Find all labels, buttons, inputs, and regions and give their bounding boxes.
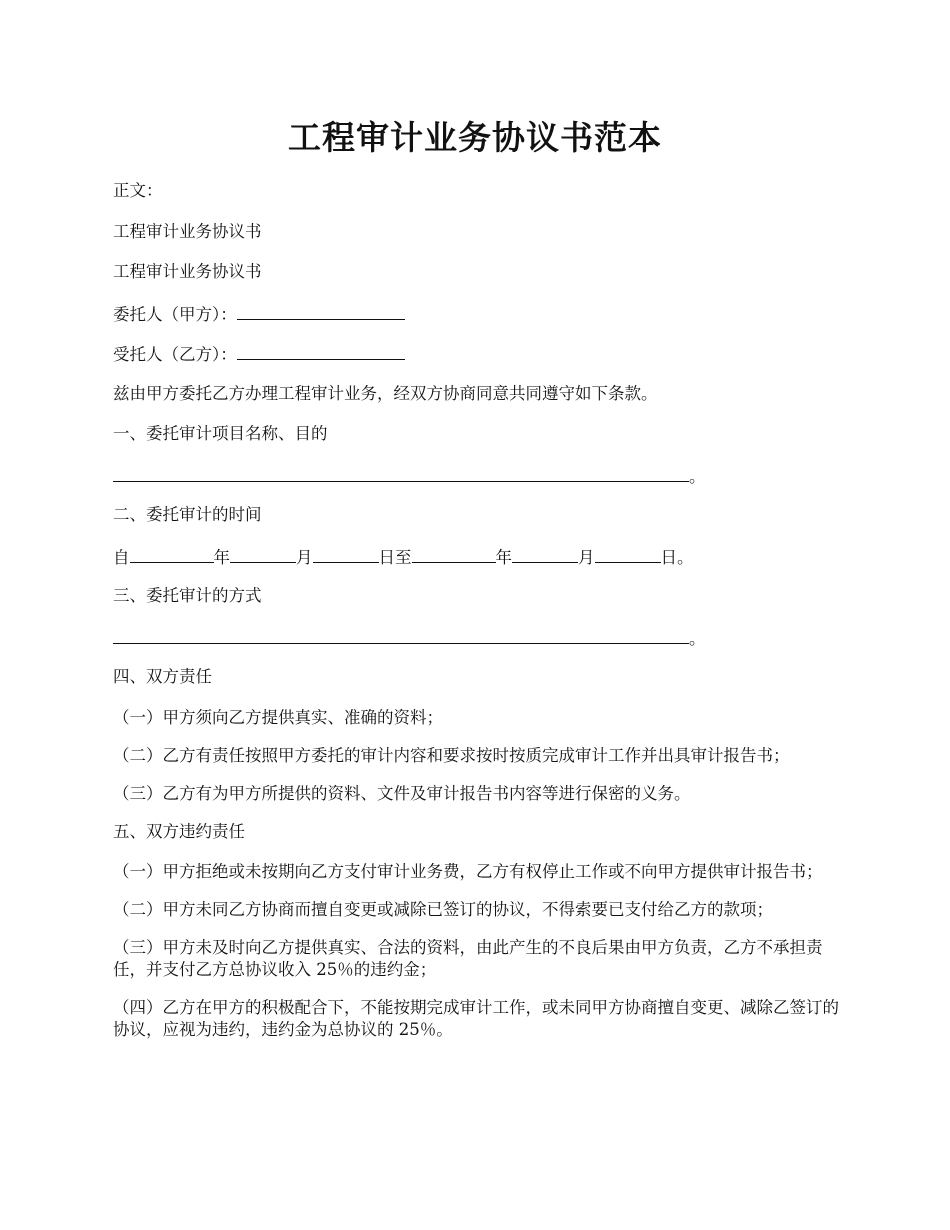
date-range-line: [113, 545, 843, 567]
section-4-heading: 四、双方责任: [113, 667, 212, 686]
section-5-heading: 五、双方违约责任: [113, 821, 245, 841]
date-month-label-2: 月: [578, 547, 595, 567]
intro-paragraph: 兹由甲方委托乙方办理工程审计业务，经双方协商同意共同遵守如下条款。: [113, 383, 658, 403]
to-day-blank[interactable]: [595, 545, 661, 563]
party-b-blank[interactable]: [237, 342, 405, 360]
project-name-blank[interactable]: [113, 464, 689, 482]
section-1-heading: 一、委托审计项目名称、目的: [113, 424, 328, 443]
section-1-period: 。: [689, 466, 706, 486]
party-b-line: [113, 342, 843, 364]
party-b-label: 受托人（乙方）：: [113, 345, 237, 364]
section-4-item-1: （一）甲方须向乙方提供真实、准确的资料；: [113, 707, 443, 727]
section-1-line: [113, 464, 843, 486]
party-a-label: 委托人（甲方）：: [113, 304, 237, 324]
to-month-blank[interactable]: [512, 545, 578, 563]
agreement-heading-2: 工程审计业务协议书: [113, 262, 262, 281]
zhengwen-label: 正文：: [113, 181, 163, 200]
date-day-end: 日。: [660, 547, 694, 567]
section-4-item-2: （二）乙方有责任按照甲方委托的审计内容和要求按时按质完成审计工作并出具审计报告书；: [113, 745, 790, 765]
section-3-heading: 三、委托审计的方式: [113, 586, 262, 605]
to-year-blank[interactable]: [412, 545, 496, 563]
section-3-period: 。: [689, 628, 706, 648]
date-month-label: 月: [296, 547, 313, 567]
party-a-line: [113, 302, 843, 324]
date-year-label-2: 年: [495, 547, 512, 567]
from-year-blank[interactable]: [130, 545, 214, 563]
date-year-label: 年: [213, 547, 230, 567]
document-title: 工程审计业务协议书范本: [288, 118, 662, 157]
date-day-to: 日至: [378, 547, 412, 567]
section-3-line: [113, 626, 843, 648]
from-day-blank[interactable]: [313, 545, 379, 563]
from-month-blank[interactable]: [230, 545, 296, 563]
agreement-heading-1: 工程审计业务协议书: [113, 221, 262, 241]
audit-method-blank[interactable]: [113, 626, 689, 644]
section-5-item-2: （二）甲方未同乙方协商而擅自变更或减除已签订的协议，不得索要已支付给乙方的款项；: [113, 900, 773, 919]
section-5-item-1: （一）甲方拒绝或未按期向乙方支付审计业务费，乙方有权停止工作或不向甲方提供审计报告书；: [113, 862, 823, 881]
section-5-item-4: （四）乙方在甲方的积极配合下，不能按期完成审计工作，或未同甲方协商擅自变更、减除乙签订的协议，应视为违约，违约金为总协议的 25％。: [113, 998, 839, 1039]
section-5-item-3: （三）甲方未及时向乙方提供真实、合法的资料，由此产生的不良后果由甲方负责，乙方不承担责任，并支付乙方总协议收入 25％的违约金；: [113, 938, 823, 979]
section-2-heading: 二、委托审计的时间: [113, 505, 262, 524]
date-from: 自: [113, 547, 130, 567]
party-a-blank[interactable]: [237, 302, 405, 320]
section-4-item-3: （三）乙方有为甲方所提供的资料、文件及审计报告书内容等进行保密的义务。: [113, 783, 691, 803]
document-body: [113, 180, 843, 1057]
